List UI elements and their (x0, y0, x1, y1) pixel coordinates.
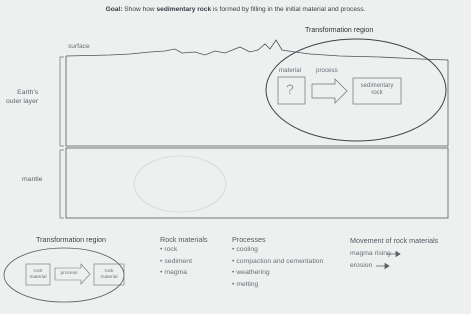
mantle-box (66, 148, 448, 218)
movement-item-magma-rising: magma rising (350, 250, 391, 257)
rock-materials-list (160, 244, 192, 279)
legend-process-label: process (60, 271, 78, 276)
rock-material-item: • sediment (160, 257, 192, 265)
process-label: process (316, 67, 338, 74)
material-placeholder[interactable]: ? (286, 81, 294, 97)
legend-material-line2: material (29, 274, 47, 280)
material-label: material (279, 67, 302, 74)
earth-outer-layer-line1: Earth's (17, 89, 39, 96)
processes-title: Processes (232, 235, 266, 244)
legend-material-label (26, 269, 50, 280)
mantle-label: mantle (22, 176, 43, 183)
faint-ellipse-mark (134, 156, 226, 212)
movement-list (350, 248, 391, 271)
rock-material-item: • rock (160, 246, 178, 253)
legend-result-line1: rock (104, 269, 114, 274)
goal-bold-term: sedimentary rock (156, 6, 212, 13)
result-line2: rock (371, 90, 383, 96)
process-item: • compaction and cementation (232, 257, 324, 265)
processes-list (232, 244, 323, 290)
process-arrow (312, 79, 347, 103)
transformation-region-title: Transformation region (305, 27, 374, 34)
result-label (353, 83, 401, 97)
movement-item-erosion: erosion (350, 261, 373, 269)
process-item: • cooling (232, 246, 258, 253)
rock-materials-title: Rock materials (160, 235, 208, 244)
rock-material-item: • magma (160, 269, 188, 276)
earth-outer-layer-line2: outer layer (6, 97, 39, 105)
goal-text-after: is formed by filling in the initial material and process. (211, 6, 366, 13)
outer-layer-bracket (60, 57, 64, 146)
mantle-bracket (60, 150, 64, 218)
legend-material-line1: rock (33, 269, 43, 274)
legend-result-label (94, 269, 124, 280)
surface-label: surface (68, 43, 90, 50)
outer-layer-box (66, 56, 448, 146)
process-item: • weathering (232, 269, 270, 276)
goal-text-before: Show how (122, 6, 157, 13)
legend-result-line2: material (100, 274, 118, 280)
goal-prefix: Goal: (105, 6, 123, 13)
movement-title: Movement of rock materials (350, 236, 439, 245)
result-line1: sedimentary (360, 83, 394, 89)
process-item: • melting (232, 280, 259, 288)
earth-outer-layer-label (6, 89, 38, 106)
legend-title: Transformation region (36, 235, 107, 244)
